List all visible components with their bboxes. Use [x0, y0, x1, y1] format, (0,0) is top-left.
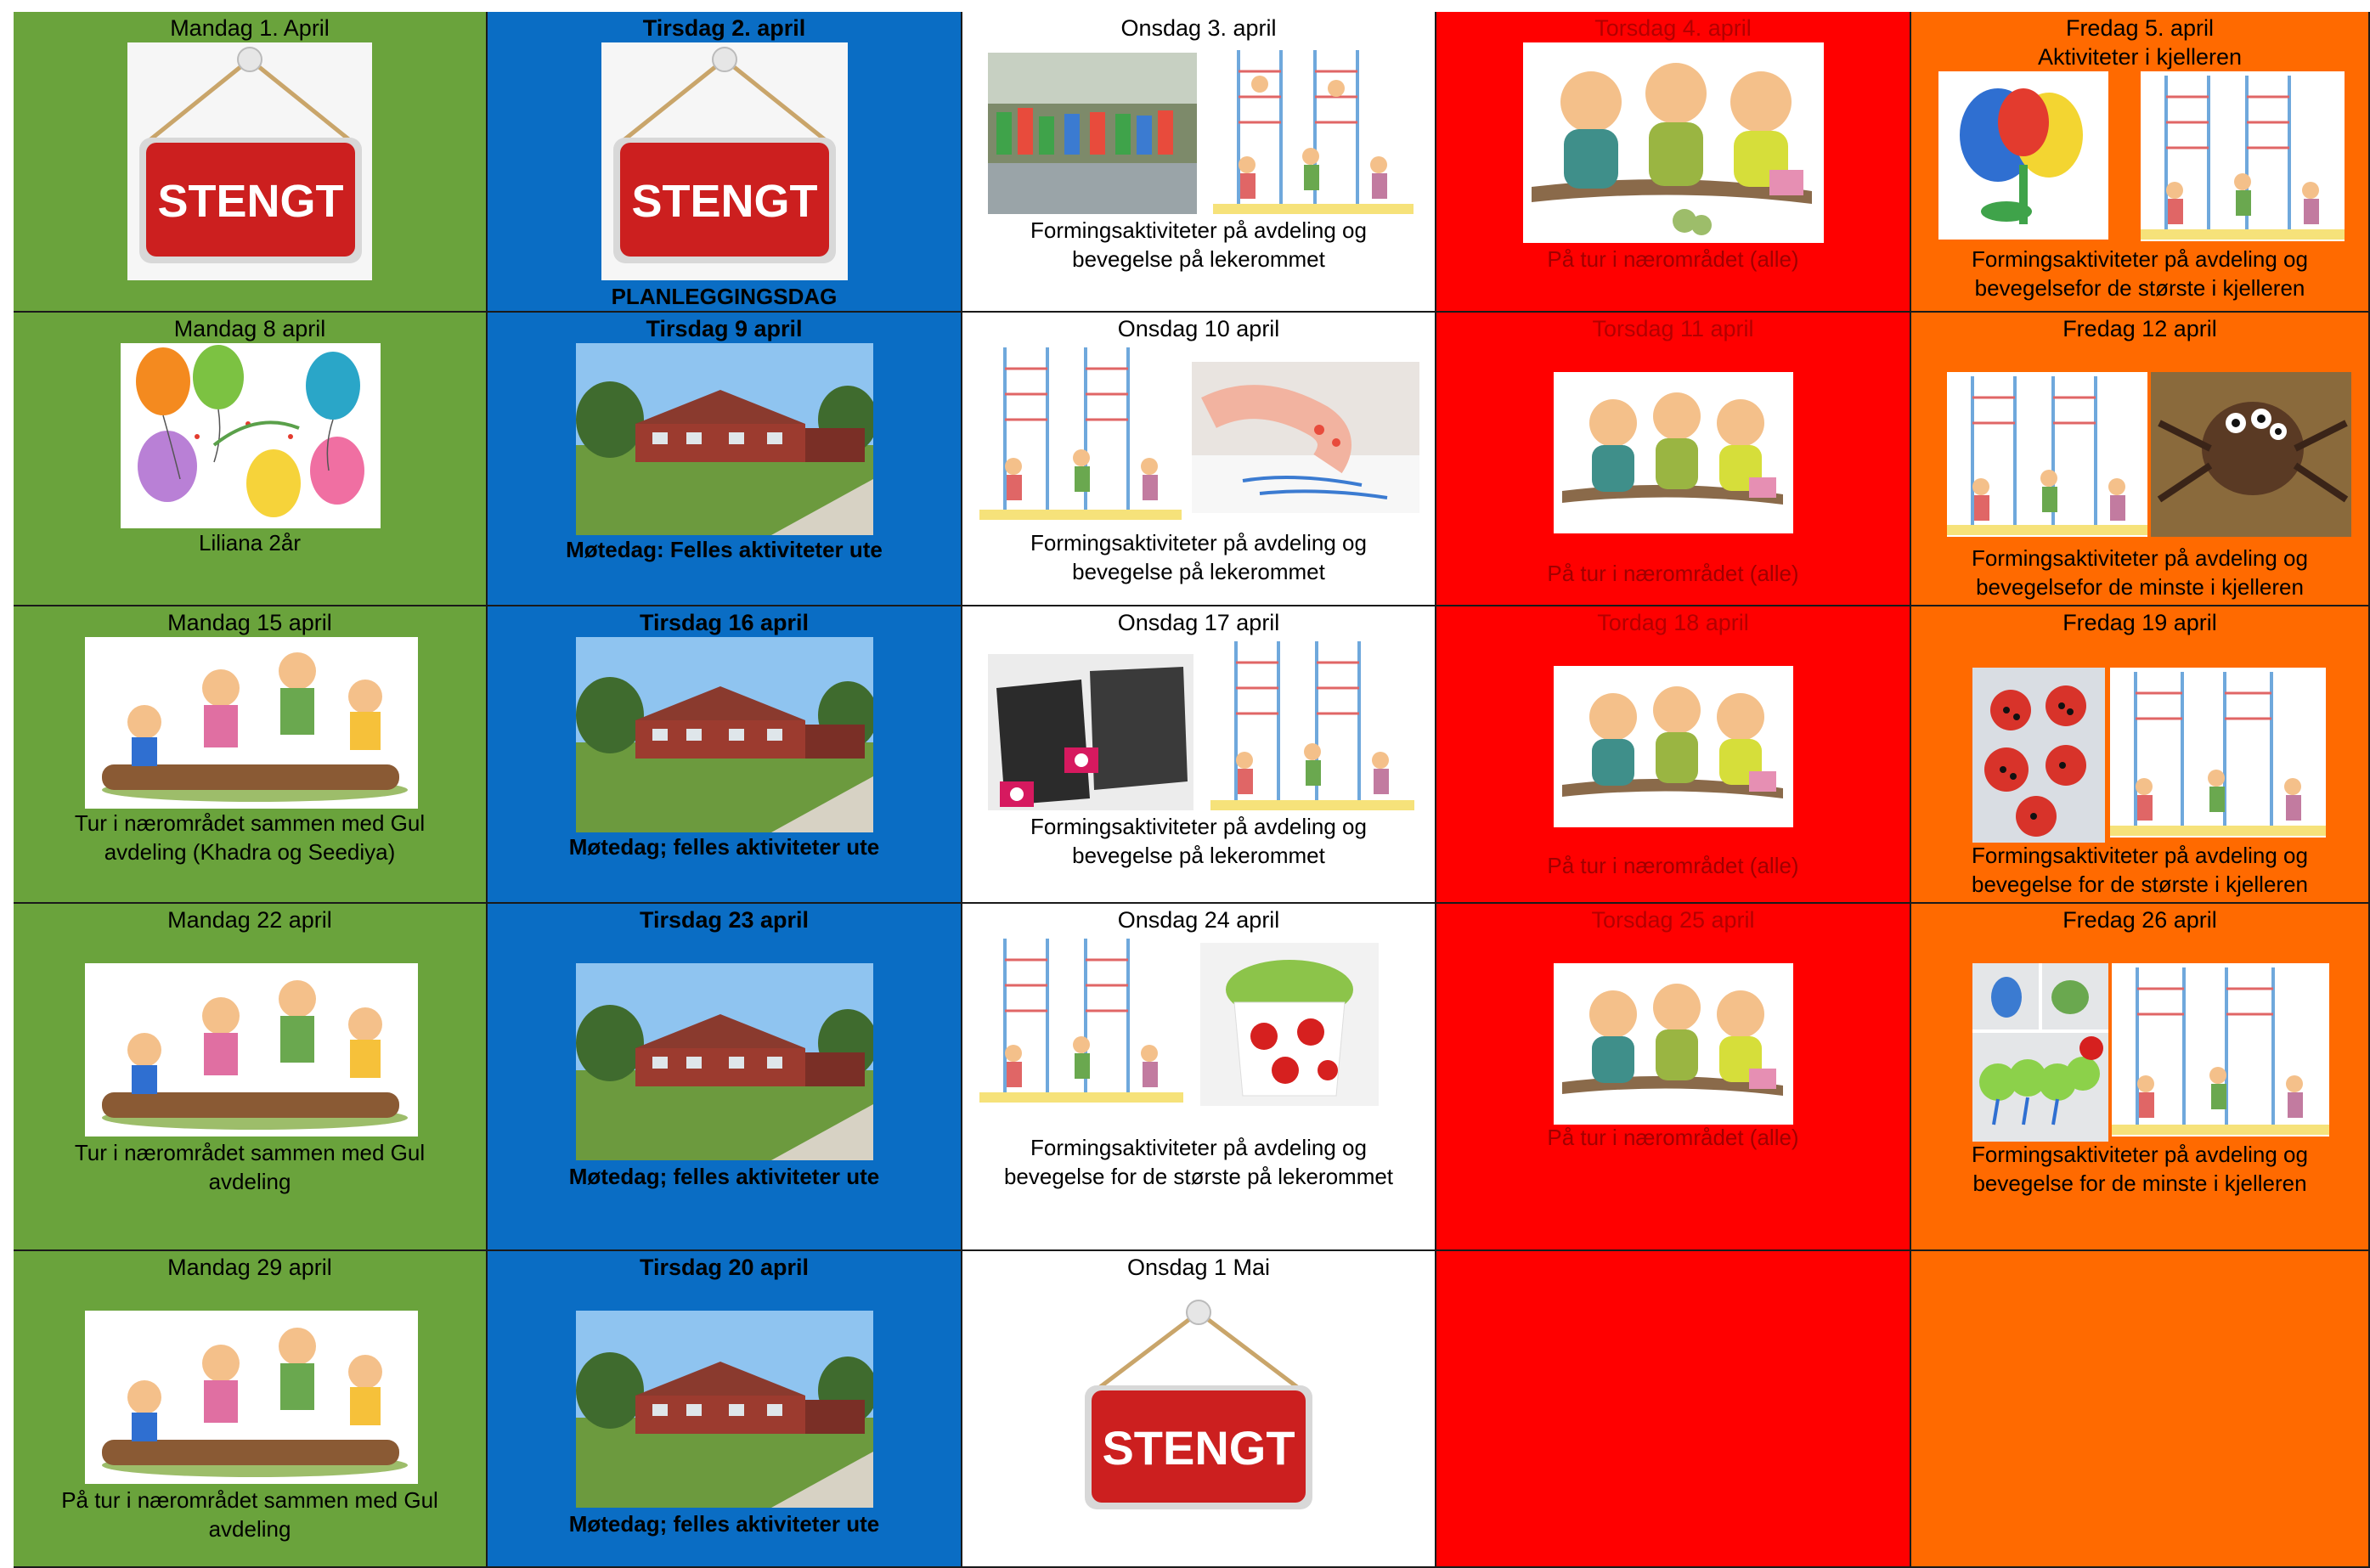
day-title: Onsdag 1 Mai — [1126, 1255, 1271, 1280]
day-text-line1: Formingsaktiviteter på avdeling og — [1030, 814, 1367, 839]
sign-text: STENGT — [1102, 1421, 1295, 1475]
day-title: Tirsdag 9 april — [646, 316, 803, 341]
day-text-line1: Formingsaktiviteter på avdeling og — [1972, 545, 2308, 571]
day-title: Fredag 26 april — [2062, 907, 2217, 933]
children-illustration-icon — [1554, 372, 1793, 533]
day-title: Tirsdag 20 april — [639, 1255, 810, 1280]
cell-r2-tue — [488, 313, 962, 606]
cell-r4-mon — [14, 904, 488, 1251]
day-title: Tirsdag 23 april — [639, 907, 810, 933]
day-text: På tur i nærområdet (alle) — [1547, 853, 1799, 878]
day-subtitle: Aktiviteter i kjelleren — [2037, 44, 2243, 70]
children-illustration-icon — [1523, 42, 1824, 243]
cell-r2-fri — [1911, 313, 2370, 606]
log-walk-icon — [85, 637, 418, 809]
day-text-line2: bevegelse for de minste i kjelleren — [1972, 1170, 2307, 1196]
day-title: Onsdag 3. april — [1120, 15, 1277, 41]
day-text-line2: bevegelsefor de største i kjelleren — [1974, 275, 2305, 301]
day-title: Torsdag 11 april — [1592, 316, 1754, 341]
day-title: Mandag 15 april — [167, 610, 332, 635]
sign-text: STENGT — [631, 176, 818, 227]
day-title: Torsdag 25 april — [1591, 907, 1755, 933]
day-title: Onsdag 10 april — [1117, 316, 1280, 341]
day-title: Mandag 1. April — [170, 15, 330, 41]
cell-r4-thu — [1436, 904, 1911, 1251]
day-text: Liliana 2år — [199, 530, 301, 556]
craft-photo-icon — [1192, 362, 1419, 513]
cell-r5-thu — [1436, 1251, 1911, 1568]
kindergarten-photo-icon — [576, 637, 873, 832]
day-title: Onsdag 17 april — [1117, 610, 1280, 635]
cell-r4-tue — [488, 904, 962, 1251]
day-title: Tirsdag 2. april — [642, 15, 806, 41]
cell-r5-tue — [488, 1251, 962, 1568]
cell-r2-wed — [962, 313, 1436, 606]
day-title: Fredag 5. april — [2065, 15, 2215, 41]
day-text-line2: bevegelse på lekerommet — [1072, 843, 1325, 868]
day-text-line1: Formingsaktiviteter på avdeling og — [1030, 530, 1367, 556]
cell-r3-mon — [14, 606, 488, 904]
climbing-ladder-icon — [2112, 963, 2329, 1137]
climbing-ladder-icon — [2141, 71, 2345, 241]
climbing-ladder-icon — [1947, 372, 2147, 537]
day-title: Fredag 12 april — [2062, 316, 2217, 341]
cell-r1-thu — [1436, 12, 1911, 313]
day-text: På tur i nærområdet (alle) — [1547, 561, 1799, 586]
cell-r1-tue — [488, 12, 962, 313]
day-title: Tordag 18 april — [1597, 610, 1749, 635]
climbing-ladder-icon — [979, 343, 1182, 522]
climbing-ladder-icon — [2110, 668, 2326, 838]
log-walk-icon — [85, 963, 418, 1137]
kindergarten-photo-icon — [576, 963, 873, 1160]
closed-sign-icon — [1073, 1299, 1324, 1520]
closed-sign-icon — [127, 42, 372, 280]
day-title: Fredag 19 april — [2062, 610, 2217, 635]
craft-photo-icon — [1972, 668, 2105, 843]
craft-photo-icon — [1938, 71, 2108, 240]
day-text: Møtedag; felles aktiviteter ute — [568, 834, 880, 860]
day-title: Torsdag 4. april — [1594, 15, 1752, 41]
day-title: Onsdag 24 april — [1117, 907, 1280, 933]
day-text-line1: Formingsaktiviteter på avdeling og — [1030, 217, 1367, 243]
day-text: Møtedag; felles aktiviteter ute — [568, 1164, 880, 1189]
day-text-line2: bevegelse på lekerommet — [1072, 559, 1325, 584]
day-title: Tirsdag 16 april — [639, 610, 810, 635]
day-text: Møtedag: Felles aktiviteter ute — [566, 537, 883, 562]
day-text-line1: Tur i nærområdet sammen med Gul — [74, 1140, 426, 1165]
climbing-ladder-icon — [1210, 637, 1414, 812]
day-text-line2: bevegelsefor de minste i kjelleren — [1976, 574, 2304, 600]
sign-text: STENGT — [157, 176, 344, 227]
cell-r4-wed — [962, 904, 1436, 1251]
cell-r5-wed — [962, 1251, 1436, 1568]
cell-r2-thu — [1436, 313, 1911, 606]
craft-photo-icon — [988, 53, 1197, 214]
children-illustration-icon — [1554, 963, 1793, 1125]
day-title: Mandag 29 april — [167, 1255, 332, 1280]
day-text-line2: bevegelse for de største i kjelleren — [1972, 871, 2308, 897]
kindergarten-photo-icon — [576, 343, 873, 535]
cell-r3-tue — [488, 606, 962, 904]
cell-r3-thu — [1436, 606, 1911, 904]
craft-photo-icon — [1972, 963, 2108, 1142]
day-text: På tur i nærområdet (alle) — [1547, 246, 1799, 272]
log-walk-icon — [85, 1311, 418, 1484]
day-text-line1: Formingsaktiviteter på avdeling og — [1972, 843, 2308, 868]
cell-r5-mon — [14, 1251, 488, 1568]
day-text-line2: bevegelse på lekerommet — [1072, 246, 1325, 272]
day-text-line1: Formingsaktiviteter på avdeling og — [1972, 246, 2308, 272]
day-text-line2: avdeling (Khadra og Seediya) — [104, 839, 396, 865]
day-title: Mandag 8 april — [173, 316, 326, 341]
day-text-line2: avdeling — [208, 1169, 291, 1194]
cell-r3-wed — [962, 606, 1436, 904]
craft-photo-icon — [2151, 372, 2351, 537]
day-text-line1: Formingsaktiviteter på avdeling og — [1030, 1135, 1367, 1160]
children-illustration-icon — [1554, 666, 1793, 827]
craft-photo-icon — [988, 654, 1193, 810]
day-text-line2: avdeling — [208, 1516, 291, 1542]
cell-r2-mon — [14, 313, 488, 606]
cell-r1-wed — [962, 12, 1436, 313]
craft-photo-icon — [1200, 943, 1379, 1106]
cell-r5-fri — [1911, 1251, 2370, 1568]
climbing-ladder-icon — [1213, 46, 1414, 216]
closed-sign-icon — [601, 42, 848, 280]
cell-r1-mon — [14, 12, 488, 313]
cell-r4-fri — [1911, 904, 2370, 1251]
day-text: PLANLEGGINGSDAG — [611, 284, 838, 309]
kindergarten-photo-icon — [576, 1311, 873, 1508]
day-text: Møtedag; felles aktiviteter ute — [568, 1511, 880, 1537]
day-text: På tur i nærområdet (alle) — [1547, 1125, 1799, 1150]
day-text-line1: På tur i nærområdet sammen med Gul — [61, 1487, 438, 1513]
day-text-line1: Tur i nærområdet sammen med Gul — [74, 810, 426, 836]
day-text-line2: bevegelse for de største på lekerommet — [1003, 1164, 1394, 1189]
cell-r1-fri — [1911, 12, 2370, 313]
cell-r3-fri — [1911, 606, 2370, 904]
weekly-plan-grid — [14, 12, 2370, 1568]
birthday-balloons-icon — [121, 343, 381, 528]
day-title: Mandag 22 april — [167, 907, 332, 933]
day-text-line1: Formingsaktiviteter på avdeling og — [1972, 1142, 2308, 1167]
climbing-ladder-icon — [979, 934, 1183, 1104]
